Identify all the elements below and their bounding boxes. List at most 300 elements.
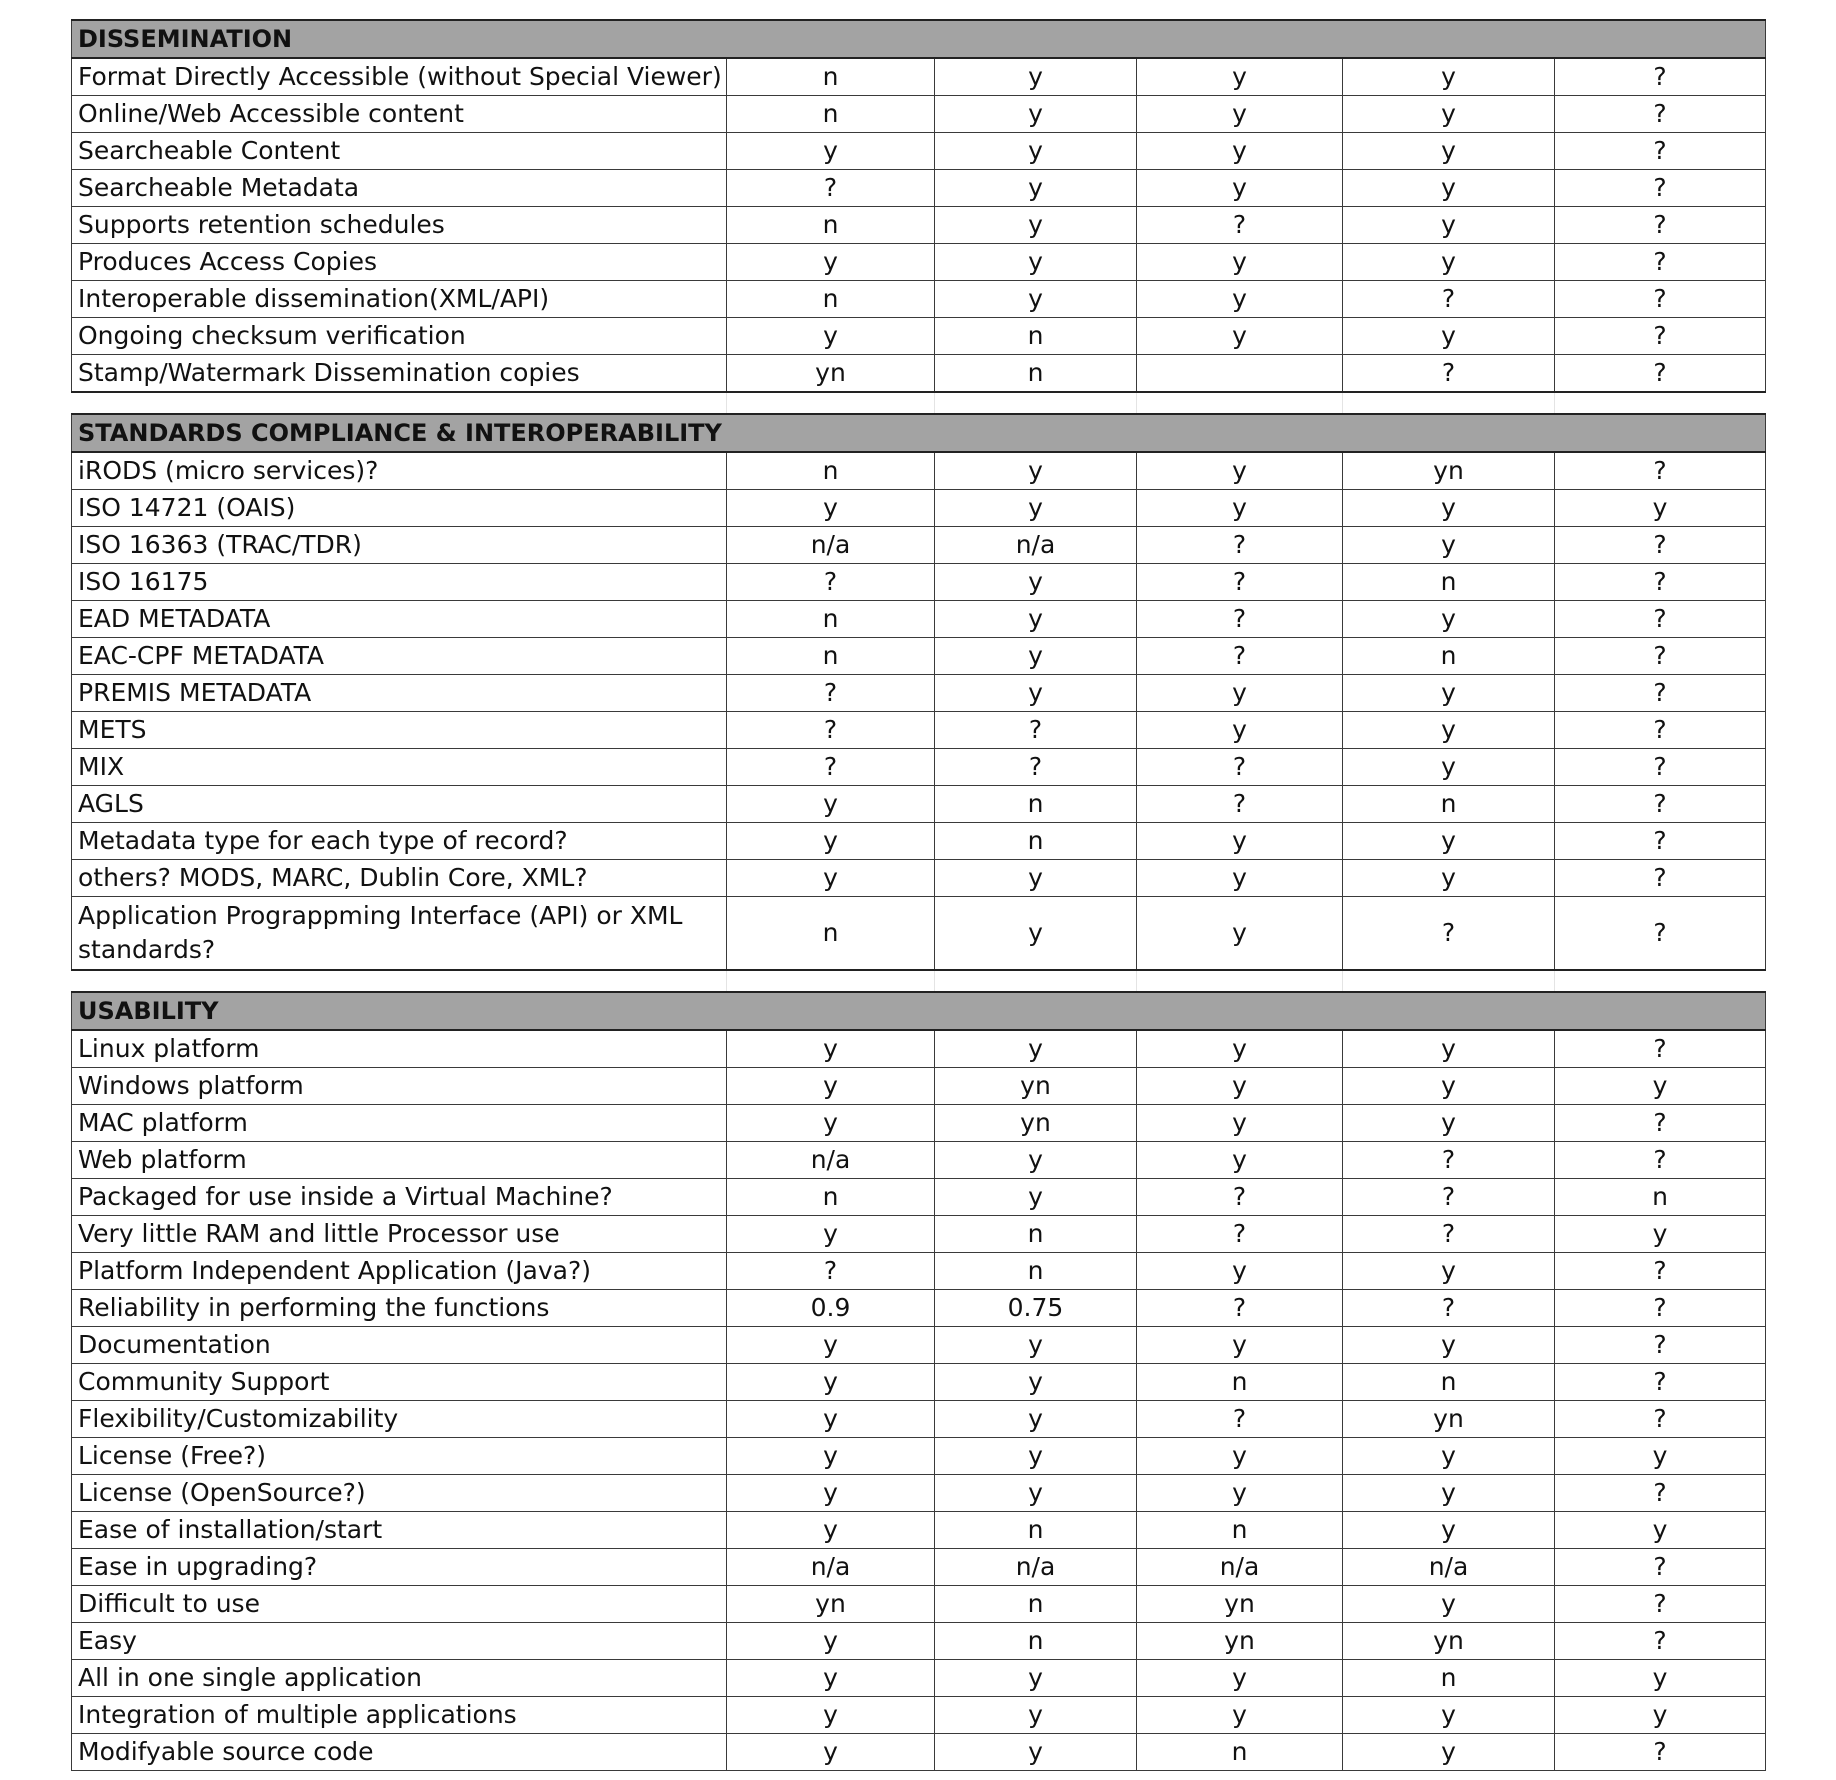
table-row bbox=[72, 207, 1766, 244]
value-cell-col3[interactable]: y bbox=[1137, 897, 1343, 971]
value-cell-col1[interactable]: ? bbox=[727, 1253, 935, 1290]
table-row bbox=[72, 897, 1766, 971]
table-row bbox=[72, 1364, 1766, 1401]
criterion-label-cell[interactable]: Ease of installation/start bbox=[72, 1512, 727, 1549]
value-cell-col2[interactable]: y bbox=[935, 170, 1137, 207]
value-cell-col4[interactable]: y bbox=[1343, 1697, 1555, 1734]
value-cell-col4[interactable]: y bbox=[1343, 1512, 1555, 1549]
value-cell-col2[interactable]: y bbox=[935, 1179, 1137, 1216]
table-row bbox=[72, 1030, 1766, 1068]
spacer-cell bbox=[935, 970, 1137, 992]
section-title[interactable]: USABILITY bbox=[72, 992, 1766, 1030]
value-cell-col1[interactable]: ? bbox=[727, 712, 935, 749]
value-cell-col3[interactable]: y bbox=[1137, 1327, 1343, 1364]
table-row bbox=[72, 1105, 1766, 1142]
value-cell-col5[interactable]: y bbox=[1555, 1512, 1766, 1549]
value-cell-col1[interactable]: n bbox=[727, 1179, 935, 1216]
value-cell-col4[interactable]: y bbox=[1343, 1068, 1555, 1105]
value-cell-col1[interactable]: y bbox=[727, 860, 935, 897]
value-cell-col2[interactable]: y bbox=[935, 1438, 1137, 1475]
table-row bbox=[72, 58, 1766, 96]
table-row bbox=[72, 1734, 1766, 1771]
value-cell-col3[interactable]: yn bbox=[1137, 1623, 1343, 1660]
value-cell-col4[interactable]: n bbox=[1343, 1364, 1555, 1401]
value-cell-col5[interactable]: ? bbox=[1555, 527, 1766, 564]
value-cell-col3[interactable]: y bbox=[1137, 1660, 1343, 1697]
value-cell-col5[interactable]: y bbox=[1555, 1660, 1766, 1697]
value-cell-col3[interactable]: y bbox=[1137, 1030, 1343, 1068]
criterion-label-cell[interactable]: iRODS (micro services)? bbox=[72, 452, 727, 490]
value-cell-col4[interactable]: y bbox=[1343, 1734, 1555, 1771]
value-cell-col5[interactable]: ? bbox=[1555, 1401, 1766, 1438]
value-cell-col4[interactable]: y bbox=[1343, 1475, 1555, 1512]
criterion-label-cell[interactable]: Windows platform bbox=[72, 1068, 727, 1105]
value-cell-col5[interactable]: ? bbox=[1555, 207, 1766, 244]
value-cell-col5[interactable]: ? bbox=[1555, 58, 1766, 96]
value-cell-col3[interactable]: y bbox=[1137, 1438, 1343, 1475]
value-cell-col4[interactable]: n bbox=[1343, 786, 1555, 823]
value-cell-col5[interactable]: ? bbox=[1555, 1734, 1766, 1771]
value-cell-col1[interactable]: n bbox=[727, 601, 935, 638]
value-cell-col1[interactable]: n bbox=[727, 452, 935, 490]
section-header-row bbox=[72, 20, 1766, 58]
criterion-label-cell[interactable]: ISO 16363 (TRAC/TDR) bbox=[72, 527, 727, 564]
value-cell-col4[interactable]: yn bbox=[1343, 1623, 1555, 1660]
value-cell-col1[interactable]: y bbox=[727, 1623, 935, 1660]
criterion-label-cell[interactable]: Metadata type for each type of record? bbox=[72, 823, 727, 860]
value-cell-col1[interactable]: n/a bbox=[727, 1142, 935, 1179]
value-cell-col4[interactable]: n bbox=[1343, 564, 1555, 601]
value-cell-col2[interactable]: y bbox=[935, 1660, 1137, 1697]
criterion-label-cell[interactable]: Application Prograppming Interface (API) or XML standards? bbox=[72, 897, 727, 971]
value-cell-col4[interactable]: n bbox=[1343, 638, 1555, 675]
value-cell-col2[interactable]: y bbox=[935, 58, 1137, 96]
value-cell-col5[interactable]: ? bbox=[1555, 823, 1766, 860]
value-cell-col2[interactable]: n bbox=[935, 1253, 1137, 1290]
value-cell-col3[interactable]: ? bbox=[1137, 1401, 1343, 1438]
value-cell-col4[interactable]: y bbox=[1343, 601, 1555, 638]
criterion-label-cell[interactable]: Platform Independent Application (Java?) bbox=[72, 1253, 727, 1290]
criterion-label-cell[interactable]: All in one single application bbox=[72, 1660, 727, 1697]
table-row bbox=[72, 96, 1766, 133]
value-cell-col1[interactable]: y bbox=[727, 1512, 935, 1549]
criterion-label-cell[interactable]: Online/Web Accessible content bbox=[72, 96, 727, 133]
spacer-cell bbox=[727, 970, 935, 992]
value-cell-col3[interactable]: ? bbox=[1137, 601, 1343, 638]
value-cell-col4[interactable]: y bbox=[1343, 749, 1555, 786]
value-cell-col3[interactable]: y bbox=[1137, 675, 1343, 712]
value-cell-col4[interactable]: y bbox=[1343, 527, 1555, 564]
value-cell-col5[interactable]: ? bbox=[1555, 1105, 1766, 1142]
value-cell-col1[interactable]: y bbox=[727, 823, 935, 860]
value-cell-col1[interactable]: y bbox=[727, 1327, 935, 1364]
criterion-label-cell[interactable]: Searcheable Metadata bbox=[72, 170, 727, 207]
table-row bbox=[72, 823, 1766, 860]
table-row bbox=[72, 355, 1766, 393]
value-cell-col3[interactable]: ? bbox=[1137, 1290, 1343, 1327]
value-cell-col4[interactable]: n bbox=[1343, 1660, 1555, 1697]
value-cell-col2[interactable]: y bbox=[935, 564, 1137, 601]
value-cell-col5[interactable]: ? bbox=[1555, 318, 1766, 355]
criterion-label-cell[interactable]: Modifyable source code bbox=[72, 1734, 727, 1771]
value-cell-col1[interactable]: n bbox=[727, 58, 935, 96]
criterion-label-cell[interactable]: Format Directly Accessible (without Special Viewer) bbox=[72, 58, 727, 96]
criterion-label-cell[interactable]: Ease in upgrading? bbox=[72, 1549, 727, 1586]
criterion-label-cell[interactable]: License (OpenSource?) bbox=[72, 1475, 727, 1512]
table-row bbox=[72, 1401, 1766, 1438]
value-cell-col1[interactable]: y bbox=[727, 1030, 935, 1068]
table-row bbox=[72, 1586, 1766, 1623]
value-cell-col3[interactable]: n bbox=[1137, 1512, 1343, 1549]
value-cell-col4[interactable]: y bbox=[1343, 1030, 1555, 1068]
value-cell-col2[interactable]: y bbox=[935, 1364, 1137, 1401]
value-cell-col3[interactable]: ? bbox=[1137, 638, 1343, 675]
value-cell-col4[interactable]: y bbox=[1343, 712, 1555, 749]
spacer-cell bbox=[1555, 970, 1766, 992]
value-cell-col2[interactable]: n/a bbox=[935, 527, 1137, 564]
value-cell-col5[interactable]: ? bbox=[1555, 452, 1766, 490]
value-cell-col3[interactable]: y bbox=[1137, 1142, 1343, 1179]
value-cell-col4[interactable]: y bbox=[1343, 170, 1555, 207]
table-row bbox=[72, 490, 1766, 527]
criterion-label-cell[interactable]: Easy bbox=[72, 1623, 727, 1660]
value-cell-col4[interactable]: y bbox=[1343, 58, 1555, 96]
criterion-label-cell[interactable]: ISO 14721 (OAIS) bbox=[72, 490, 727, 527]
value-cell-col3[interactable]: y bbox=[1137, 1475, 1343, 1512]
value-cell-col5[interactable]: ? bbox=[1555, 564, 1766, 601]
value-cell-col4[interactable]: y bbox=[1343, 96, 1555, 133]
criterion-label-cell[interactable]: Supports retention schedules bbox=[72, 207, 727, 244]
table-row bbox=[72, 1438, 1766, 1475]
value-cell-col4[interactable]: y bbox=[1343, 318, 1555, 355]
value-cell-col3[interactable]: y bbox=[1137, 1068, 1343, 1105]
value-cell-col5[interactable]: ? bbox=[1555, 1549, 1766, 1586]
value-cell-col3[interactable]: n/a bbox=[1137, 1549, 1343, 1586]
section-title[interactable]: DISSEMINATION bbox=[72, 20, 1766, 58]
value-cell-col4[interactable]: y bbox=[1343, 1253, 1555, 1290]
value-cell-col3[interactable]: ? bbox=[1137, 1216, 1343, 1253]
criterion-label-cell[interactable]: Packaged for use inside a Virtual Machine? bbox=[72, 1179, 727, 1216]
value-cell-col3[interactable]: ? bbox=[1137, 207, 1343, 244]
value-cell-col3[interactable]: y bbox=[1137, 823, 1343, 860]
value-cell-col5[interactable]: ? bbox=[1555, 1253, 1766, 1290]
criterion-label-cell[interactable]: AGLS bbox=[72, 786, 727, 823]
value-cell-col2[interactable]: 0.75 bbox=[935, 1290, 1137, 1327]
value-cell-col4[interactable]: y bbox=[1343, 823, 1555, 860]
criterion-label-cell[interactable]: ISO 16175 bbox=[72, 564, 727, 601]
value-cell-col3[interactable]: y bbox=[1137, 712, 1343, 749]
value-cell-col4[interactable]: y bbox=[1343, 1327, 1555, 1364]
value-cell-col2[interactable]: n bbox=[935, 1512, 1137, 1549]
value-cell-col1[interactable]: n/a bbox=[727, 527, 935, 564]
criterion-label-cell[interactable]: Linux platform bbox=[72, 1030, 727, 1068]
value-cell-col2[interactable]: y bbox=[935, 1401, 1137, 1438]
table-row bbox=[72, 1216, 1766, 1253]
criterion-label-cell[interactable]: Very little RAM and little Processor use bbox=[72, 1216, 727, 1253]
value-cell-col1[interactable]: n bbox=[727, 897, 935, 971]
value-cell-col1[interactable]: y bbox=[727, 1401, 935, 1438]
value-cell-col5[interactable]: ? bbox=[1555, 749, 1766, 786]
value-cell-col3[interactable]: y bbox=[1137, 170, 1343, 207]
value-cell-col1[interactable]: n bbox=[727, 638, 935, 675]
criterion-label-cell[interactable]: Integration of multiple applications bbox=[72, 1697, 727, 1734]
value-cell-col2[interactable]: ? bbox=[935, 712, 1137, 749]
value-cell-col4[interactable]: ? bbox=[1343, 1216, 1555, 1253]
criterion-label-cell[interactable]: MIX bbox=[72, 749, 727, 786]
value-cell-col3[interactable]: y bbox=[1137, 244, 1343, 281]
value-cell-col2[interactable]: y bbox=[935, 281, 1137, 318]
value-cell-col2[interactable]: n bbox=[935, 1216, 1137, 1253]
value-cell-col5[interactable]: ? bbox=[1555, 1327, 1766, 1364]
criterion-label-cell[interactable]: EAC-CPF METADATA bbox=[72, 638, 727, 675]
criterion-label-cell[interactable]: Reliability in performing the functions bbox=[72, 1290, 727, 1327]
value-cell-col2[interactable]: n bbox=[935, 1623, 1137, 1660]
criterion-label-cell[interactable]: Ongoing checksum verification bbox=[72, 318, 727, 355]
criterion-label-cell[interactable]: MAC platform bbox=[72, 1105, 727, 1142]
criterion-label-cell[interactable]: Produces Access Copies bbox=[72, 244, 727, 281]
criterion-label-cell[interactable]: License (Free?) bbox=[72, 1438, 727, 1475]
value-cell-col3[interactable]: y bbox=[1137, 452, 1343, 490]
spacer-cell bbox=[1343, 392, 1555, 414]
value-cell-col5[interactable]: ? bbox=[1555, 1290, 1766, 1327]
value-cell-col3[interactable]: y bbox=[1137, 281, 1343, 318]
value-cell-col4[interactable]: y bbox=[1343, 1438, 1555, 1475]
criterion-label-cell[interactable]: Searcheable Content bbox=[72, 133, 727, 170]
value-cell-col1[interactable]: n bbox=[727, 96, 935, 133]
value-cell-col2[interactable]: y bbox=[935, 244, 1137, 281]
criterion-label-cell[interactable]: Web platform bbox=[72, 1142, 727, 1179]
value-cell-col1[interactable]: y bbox=[727, 1364, 935, 1401]
value-cell-col2[interactable]: y bbox=[935, 1475, 1137, 1512]
value-cell-col2[interactable]: n bbox=[935, 823, 1137, 860]
value-cell-col5[interactable]: y bbox=[1555, 1438, 1766, 1475]
value-cell-col1[interactable]: y bbox=[727, 1438, 935, 1475]
spacer-cell bbox=[1343, 970, 1555, 992]
value-cell-col2[interactable]: y bbox=[935, 1697, 1137, 1734]
value-cell-col2[interactable]: y bbox=[935, 1030, 1137, 1068]
criterion-label-cell[interactable]: Difficult to use bbox=[72, 1586, 727, 1623]
value-cell-col3[interactable]: y bbox=[1137, 318, 1343, 355]
value-cell-col3[interactable]: n bbox=[1137, 1364, 1343, 1401]
criterion-label-cell[interactable]: Documentation bbox=[72, 1327, 727, 1364]
value-cell-col4[interactable]: y bbox=[1343, 133, 1555, 170]
value-cell-col4[interactable]: y bbox=[1343, 207, 1555, 244]
table-row bbox=[72, 786, 1766, 823]
section-header-row bbox=[72, 414, 1766, 452]
value-cell-col2[interactable]: y bbox=[935, 1734, 1137, 1771]
value-cell-col4[interactable]: y bbox=[1343, 675, 1555, 712]
value-cell-col5[interactable]: ? bbox=[1555, 1623, 1766, 1660]
value-cell-col4[interactable]: y bbox=[1343, 1105, 1555, 1142]
value-cell-col3[interactable] bbox=[1137, 355, 1343, 393]
value-cell-col5[interactable]: ? bbox=[1555, 96, 1766, 133]
value-cell-col4[interactable]: n/a bbox=[1343, 1549, 1555, 1586]
spacer-cell bbox=[1137, 970, 1343, 992]
value-cell-col1[interactable]: y bbox=[727, 1216, 935, 1253]
value-cell-col2[interactable]: n bbox=[935, 318, 1137, 355]
value-cell-col5[interactable]: ? bbox=[1555, 133, 1766, 170]
value-cell-col5[interactable]: y bbox=[1555, 1697, 1766, 1734]
value-cell-col1[interactable]: y bbox=[727, 1068, 935, 1105]
value-cell-col2[interactable]: y bbox=[935, 1327, 1137, 1364]
value-cell-col1[interactable]: 0.9 bbox=[727, 1290, 935, 1327]
table-row bbox=[72, 1142, 1766, 1179]
value-cell-col4[interactable]: yn bbox=[1343, 1401, 1555, 1438]
value-cell-col5[interactable]: ? bbox=[1555, 601, 1766, 638]
value-cell-col5[interactable]: ? bbox=[1555, 244, 1766, 281]
value-cell-col1[interactable]: n/a bbox=[727, 1549, 935, 1586]
value-cell-col3[interactable]: y bbox=[1137, 860, 1343, 897]
section-header-row bbox=[72, 992, 1766, 1030]
value-cell-col4[interactable]: ? bbox=[1343, 897, 1555, 971]
criterion-label-cell[interactable]: EAD METADATA bbox=[72, 601, 727, 638]
value-cell-col3[interactable]: yn bbox=[1137, 1586, 1343, 1623]
value-cell-col1[interactable]: ? bbox=[727, 564, 935, 601]
value-cell-col1[interactable]: ? bbox=[727, 749, 935, 786]
value-cell-col2[interactable]: y bbox=[935, 452, 1137, 490]
value-cell-col1[interactable]: y bbox=[727, 244, 935, 281]
table-row bbox=[72, 1660, 1766, 1697]
table-row bbox=[72, 638, 1766, 675]
value-cell-col4[interactable]: ? bbox=[1343, 281, 1555, 318]
value-cell-col5[interactable]: ? bbox=[1555, 355, 1766, 393]
value-cell-col1[interactable]: ? bbox=[727, 675, 935, 712]
value-cell-col5[interactable]: ? bbox=[1555, 638, 1766, 675]
value-cell-col1[interactable]: n bbox=[727, 281, 935, 318]
value-cell-col1[interactable]: y bbox=[727, 786, 935, 823]
value-cell-col3[interactable]: y bbox=[1137, 1697, 1343, 1734]
value-cell-col2[interactable]: y bbox=[935, 1142, 1137, 1179]
value-cell-col5[interactable]: y bbox=[1555, 490, 1766, 527]
value-cell-col5[interactable]: ? bbox=[1555, 786, 1766, 823]
value-cell-col3[interactable]: ? bbox=[1137, 786, 1343, 823]
table-row bbox=[72, 452, 1766, 490]
value-cell-col1[interactable]: yn bbox=[727, 1586, 935, 1623]
value-cell-col2[interactable]: y bbox=[935, 675, 1137, 712]
spacer-cell bbox=[1555, 392, 1766, 414]
value-cell-col2[interactable]: y bbox=[935, 860, 1137, 897]
table-row bbox=[72, 318, 1766, 355]
value-cell-col2[interactable]: n/a bbox=[935, 1549, 1137, 1586]
criterion-label-cell[interactable]: Stamp/Watermark Dissemination copies bbox=[72, 355, 727, 393]
value-cell-col1[interactable]: y bbox=[727, 133, 935, 170]
value-cell-col2[interactable]: y bbox=[935, 638, 1137, 675]
spacer-cell bbox=[935, 392, 1137, 414]
value-cell-col1[interactable]: y bbox=[727, 318, 935, 355]
value-cell-col2[interactable]: yn bbox=[935, 1068, 1137, 1105]
criterion-label-cell[interactable]: PREMIS METADATA bbox=[72, 675, 727, 712]
value-cell-col1[interactable]: yn bbox=[727, 355, 935, 393]
value-cell-col3[interactable]: y bbox=[1137, 96, 1343, 133]
value-cell-col4[interactable]: ? bbox=[1343, 355, 1555, 393]
table-row bbox=[72, 1475, 1766, 1512]
value-cell-col1[interactable]: n bbox=[727, 207, 935, 244]
table-row bbox=[72, 1623, 1766, 1660]
value-cell-col3[interactable]: y bbox=[1137, 1253, 1343, 1290]
value-cell-col5[interactable]: ? bbox=[1555, 897, 1766, 971]
value-cell-col1[interactable]: y bbox=[727, 1734, 935, 1771]
value-cell-col5[interactable]: ? bbox=[1555, 170, 1766, 207]
criterion-label-cell[interactable]: METS bbox=[72, 712, 727, 749]
value-cell-col5[interactable]: ? bbox=[1555, 860, 1766, 897]
table-row bbox=[72, 1253, 1766, 1290]
section-spacer bbox=[72, 392, 1766, 414]
value-cell-col1[interactable]: y bbox=[727, 1475, 935, 1512]
table-row bbox=[72, 860, 1766, 897]
value-cell-col1[interactable]: y bbox=[727, 490, 935, 527]
value-cell-col4[interactable]: y bbox=[1343, 490, 1555, 527]
value-cell-col2[interactable]: y bbox=[935, 207, 1137, 244]
value-cell-col4[interactable]: y bbox=[1343, 1586, 1555, 1623]
spacer-cell bbox=[72, 392, 727, 414]
value-cell-col4[interactable]: y bbox=[1343, 244, 1555, 281]
value-cell-col3[interactable]: ? bbox=[1137, 1179, 1343, 1216]
value-cell-col5[interactable]: ? bbox=[1555, 675, 1766, 712]
value-cell-col4[interactable]: yn bbox=[1343, 452, 1555, 490]
value-cell-col3[interactable]: y bbox=[1137, 58, 1343, 96]
value-cell-col3[interactable]: ? bbox=[1137, 749, 1343, 786]
criterion-label-cell[interactable]: Flexibility/Customizability bbox=[72, 1401, 727, 1438]
value-cell-col3[interactable]: y bbox=[1137, 490, 1343, 527]
value-cell-col5[interactable]: ? bbox=[1555, 1475, 1766, 1512]
value-cell-col5[interactable]: y bbox=[1555, 1216, 1766, 1253]
value-cell-col2[interactable]: y bbox=[935, 897, 1137, 971]
value-cell-col3[interactable]: ? bbox=[1137, 564, 1343, 601]
value-cell-col1[interactable]: ? bbox=[727, 170, 935, 207]
value-cell-col4[interactable]: ? bbox=[1343, 1142, 1555, 1179]
value-cell-col5[interactable]: ? bbox=[1555, 1364, 1766, 1401]
value-cell-col1[interactable]: y bbox=[727, 1697, 935, 1734]
value-cell-col3[interactable]: n bbox=[1137, 1734, 1343, 1771]
comparison-table bbox=[71, 19, 1766, 1771]
value-cell-col2[interactable]: y bbox=[935, 96, 1137, 133]
value-cell-col2[interactable]: y bbox=[935, 601, 1137, 638]
value-cell-col5[interactable]: ? bbox=[1555, 1586, 1766, 1623]
value-cell-col3[interactable]: y bbox=[1137, 133, 1343, 170]
value-cell-col4[interactable]: y bbox=[1343, 860, 1555, 897]
value-cell-col3[interactable]: y bbox=[1137, 1105, 1343, 1142]
criterion-label-cell[interactable]: Community Support bbox=[72, 1364, 727, 1401]
value-cell-col2[interactable]: y bbox=[935, 133, 1137, 170]
value-cell-col5[interactable]: ? bbox=[1555, 1142, 1766, 1179]
value-cell-col2[interactable]: yn bbox=[935, 1105, 1137, 1142]
value-cell-col5[interactable]: n bbox=[1555, 1179, 1766, 1216]
comparison-spreadsheet bbox=[71, 19, 1765, 1771]
table-row bbox=[72, 1512, 1766, 1549]
value-cell-col2[interactable]: n bbox=[935, 786, 1137, 823]
value-cell-col5[interactable]: ? bbox=[1555, 712, 1766, 749]
criterion-label-cell[interactable]: others? MODS, MARC, Dublin Core, XML? bbox=[72, 860, 727, 897]
value-cell-col1[interactable]: y bbox=[727, 1660, 935, 1697]
value-cell-col4[interactable]: ? bbox=[1343, 1290, 1555, 1327]
spacer-cell bbox=[72, 970, 727, 992]
value-cell-col5[interactable]: y bbox=[1555, 1068, 1766, 1105]
value-cell-col3[interactable]: ? bbox=[1137, 527, 1343, 564]
value-cell-col2[interactable]: n bbox=[935, 1586, 1137, 1623]
table-row bbox=[72, 1697, 1766, 1734]
value-cell-col2[interactable]: y bbox=[935, 490, 1137, 527]
section-title[interactable]: STANDARDS COMPLIANCE & INTEROPERABILITY bbox=[72, 414, 1766, 452]
value-cell-col2[interactable]: ? bbox=[935, 749, 1137, 786]
value-cell-col5[interactable]: ? bbox=[1555, 1030, 1766, 1068]
table-row bbox=[72, 1179, 1766, 1216]
value-cell-col5[interactable]: ? bbox=[1555, 281, 1766, 318]
table-row bbox=[72, 527, 1766, 564]
criterion-label-cell[interactable]: Interoperable dissemination(XML/API) bbox=[72, 281, 727, 318]
value-cell-col2[interactable]: n bbox=[935, 355, 1137, 393]
value-cell-col1[interactable]: y bbox=[727, 1105, 935, 1142]
value-cell-col4[interactable]: ? bbox=[1343, 1179, 1555, 1216]
